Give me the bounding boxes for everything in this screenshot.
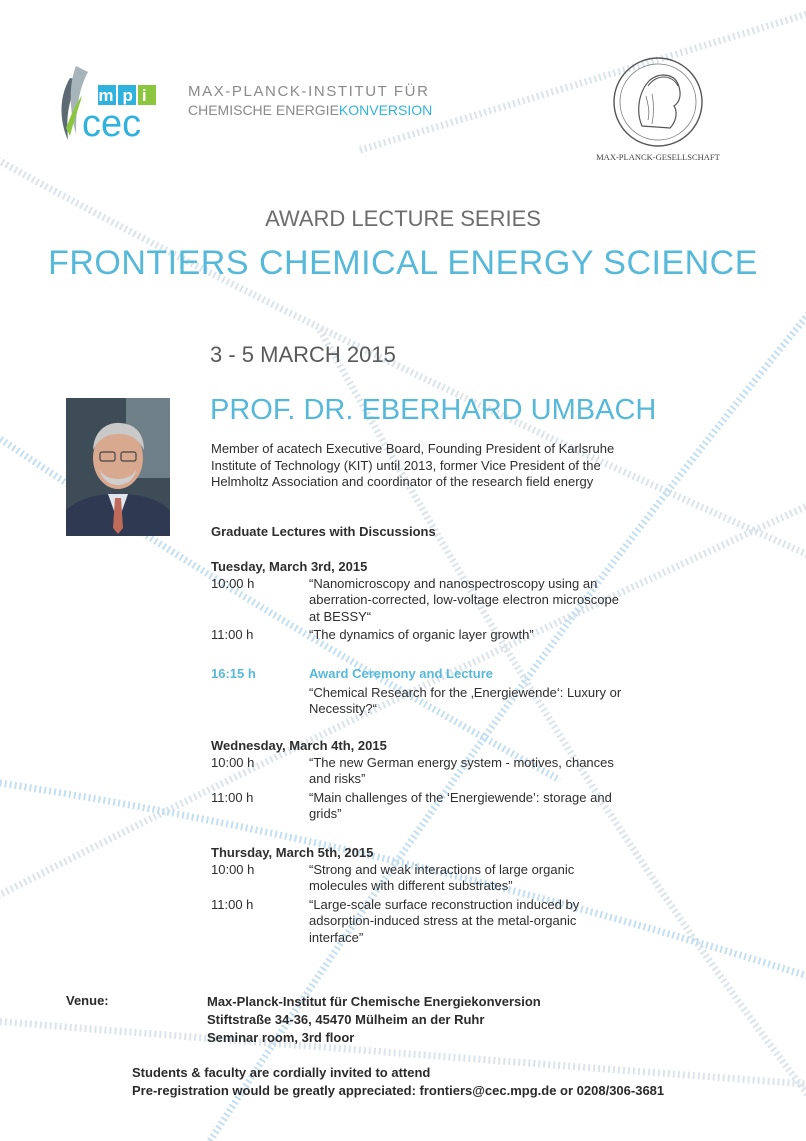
slot-title: “Strong and weak interactions of large organic molecules with different substrates” <box>309 861 575 894</box>
day-heading: Wednesday, March 4th, 2015 <box>211 738 387 753</box>
lecture-slot <box>211 755 671 788</box>
lecture-slot <box>211 576 671 626</box>
invite-line1: Students & faculty are cordially invited to attend <box>132 1065 431 1080</box>
slot-time: 10:00 h <box>211 754 255 770</box>
seal-caption: MAX-PLANCK-GESELLSCHAFT <box>596 152 720 162</box>
slot-time: 10:00 h <box>211 861 255 877</box>
venue-address <box>207 993 541 1047</box>
lectures-heading: Graduate Lectures with Discussions <box>211 524 436 539</box>
award-row <box>211 666 671 683</box>
day-tuesday <box>211 559 671 644</box>
slot-time: 11:00 h <box>211 627 254 643</box>
venue-line2: Stiftstraße 34-36, 45470 Mülheim an der Ruhr <box>207 1012 485 1027</box>
seal-minerva-head-icon <box>639 75 680 128</box>
institute-line1: MAX-PLANCK-INSTITUT FÜR <box>188 83 430 100</box>
slot-title: “Nanomicroscopy and nanospectroscopy using an aberration-corrected, low-voltage electron microscope at BESSY“ <box>309 575 619 624</box>
institute-name <box>188 82 432 120</box>
award-lecture-row <box>211 685 671 718</box>
logo-text-cec: cec <box>82 103 142 143</box>
slot-title: “Main challenges of the ‘Energiewende’: storage and grids” <box>309 789 612 822</box>
invite-line2: Pre-registration would be greatly appreciated: frontiers@cec.mpg.de or 0208/306-3681 <box>132 1083 665 1098</box>
background-line <box>360 10 806 150</box>
speaker-bio: Member of acatech Executive Board, Founding President of Karlsruhe Institute of Technology (KIT) until 2013, former Vice President of the Helmholtz Association and coordinator of the research field energy <box>211 441 615 490</box>
institute-line2-a: CHEMISCHE ENERGIE <box>188 102 339 118</box>
lecture-slot <box>211 790 671 823</box>
award-title: Award Ceremony and Lecture <box>309 666 493 681</box>
speaker-portrait <box>66 398 170 536</box>
day-heading: Tuesday, March 3rd, 2015 <box>211 559 368 574</box>
lecture-slot <box>211 862 671 895</box>
venue-line1: Max-Planck-Institut für Chemische Energiekonversion <box>207 994 541 1009</box>
institute-line2 <box>188 101 432 120</box>
slot-time: 11:00 h <box>211 789 254 805</box>
day-thursday <box>211 845 671 947</box>
mpi-cec-logo <box>58 58 178 143</box>
day-heading: Thursday, March 5th, 2015 <box>211 845 374 860</box>
invitation-note <box>132 1064 664 1100</box>
award-slot <box>211 666 671 718</box>
award-lecture-title: “Chemical Research for the ‚Energiewende‘: Luxury or Necessity?“ <box>309 684 622 717</box>
venue-line3: Seminar room, 3rd floor <box>207 1030 355 1045</box>
max-planck-seal <box>590 52 726 164</box>
speaker-name: PROF. DR. EBERHARD UMBACH <box>210 394 657 426</box>
lecture-slot <box>211 627 671 644</box>
institute-line2-b: KONVERSION <box>338 102 433 118</box>
slot-time: 10:00 h <box>211 575 255 591</box>
award-time: 16:15 h <box>211 666 256 681</box>
slot-title: “Large-scale surface reconstruction induced by adsorption-induced stress at the metal-organic interface” <box>309 896 580 945</box>
event-date: 3 - 5 MARCH 2015 <box>210 342 396 367</box>
venue-label: Venue: <box>66 993 109 1008</box>
seal-hair-icon <box>646 94 654 124</box>
day-wednesday <box>211 738 671 823</box>
logo-text-mpi: mpi <box>98 86 156 105</box>
slot-title: “The new German energy system - motives, chances and risks” <box>309 754 614 787</box>
slot-time: 11:00 h <box>211 896 254 912</box>
seal-outer-ring <box>614 58 702 146</box>
slot-title: “The dynamics of organic layer growth” <box>309 627 534 643</box>
series-title: AWARD LECTURE SERIES <box>265 206 541 231</box>
lecture-slot <box>211 897 671 947</box>
main-title: FRONTIERS CHEMICAL ENERGY SCIENCE <box>48 244 758 282</box>
